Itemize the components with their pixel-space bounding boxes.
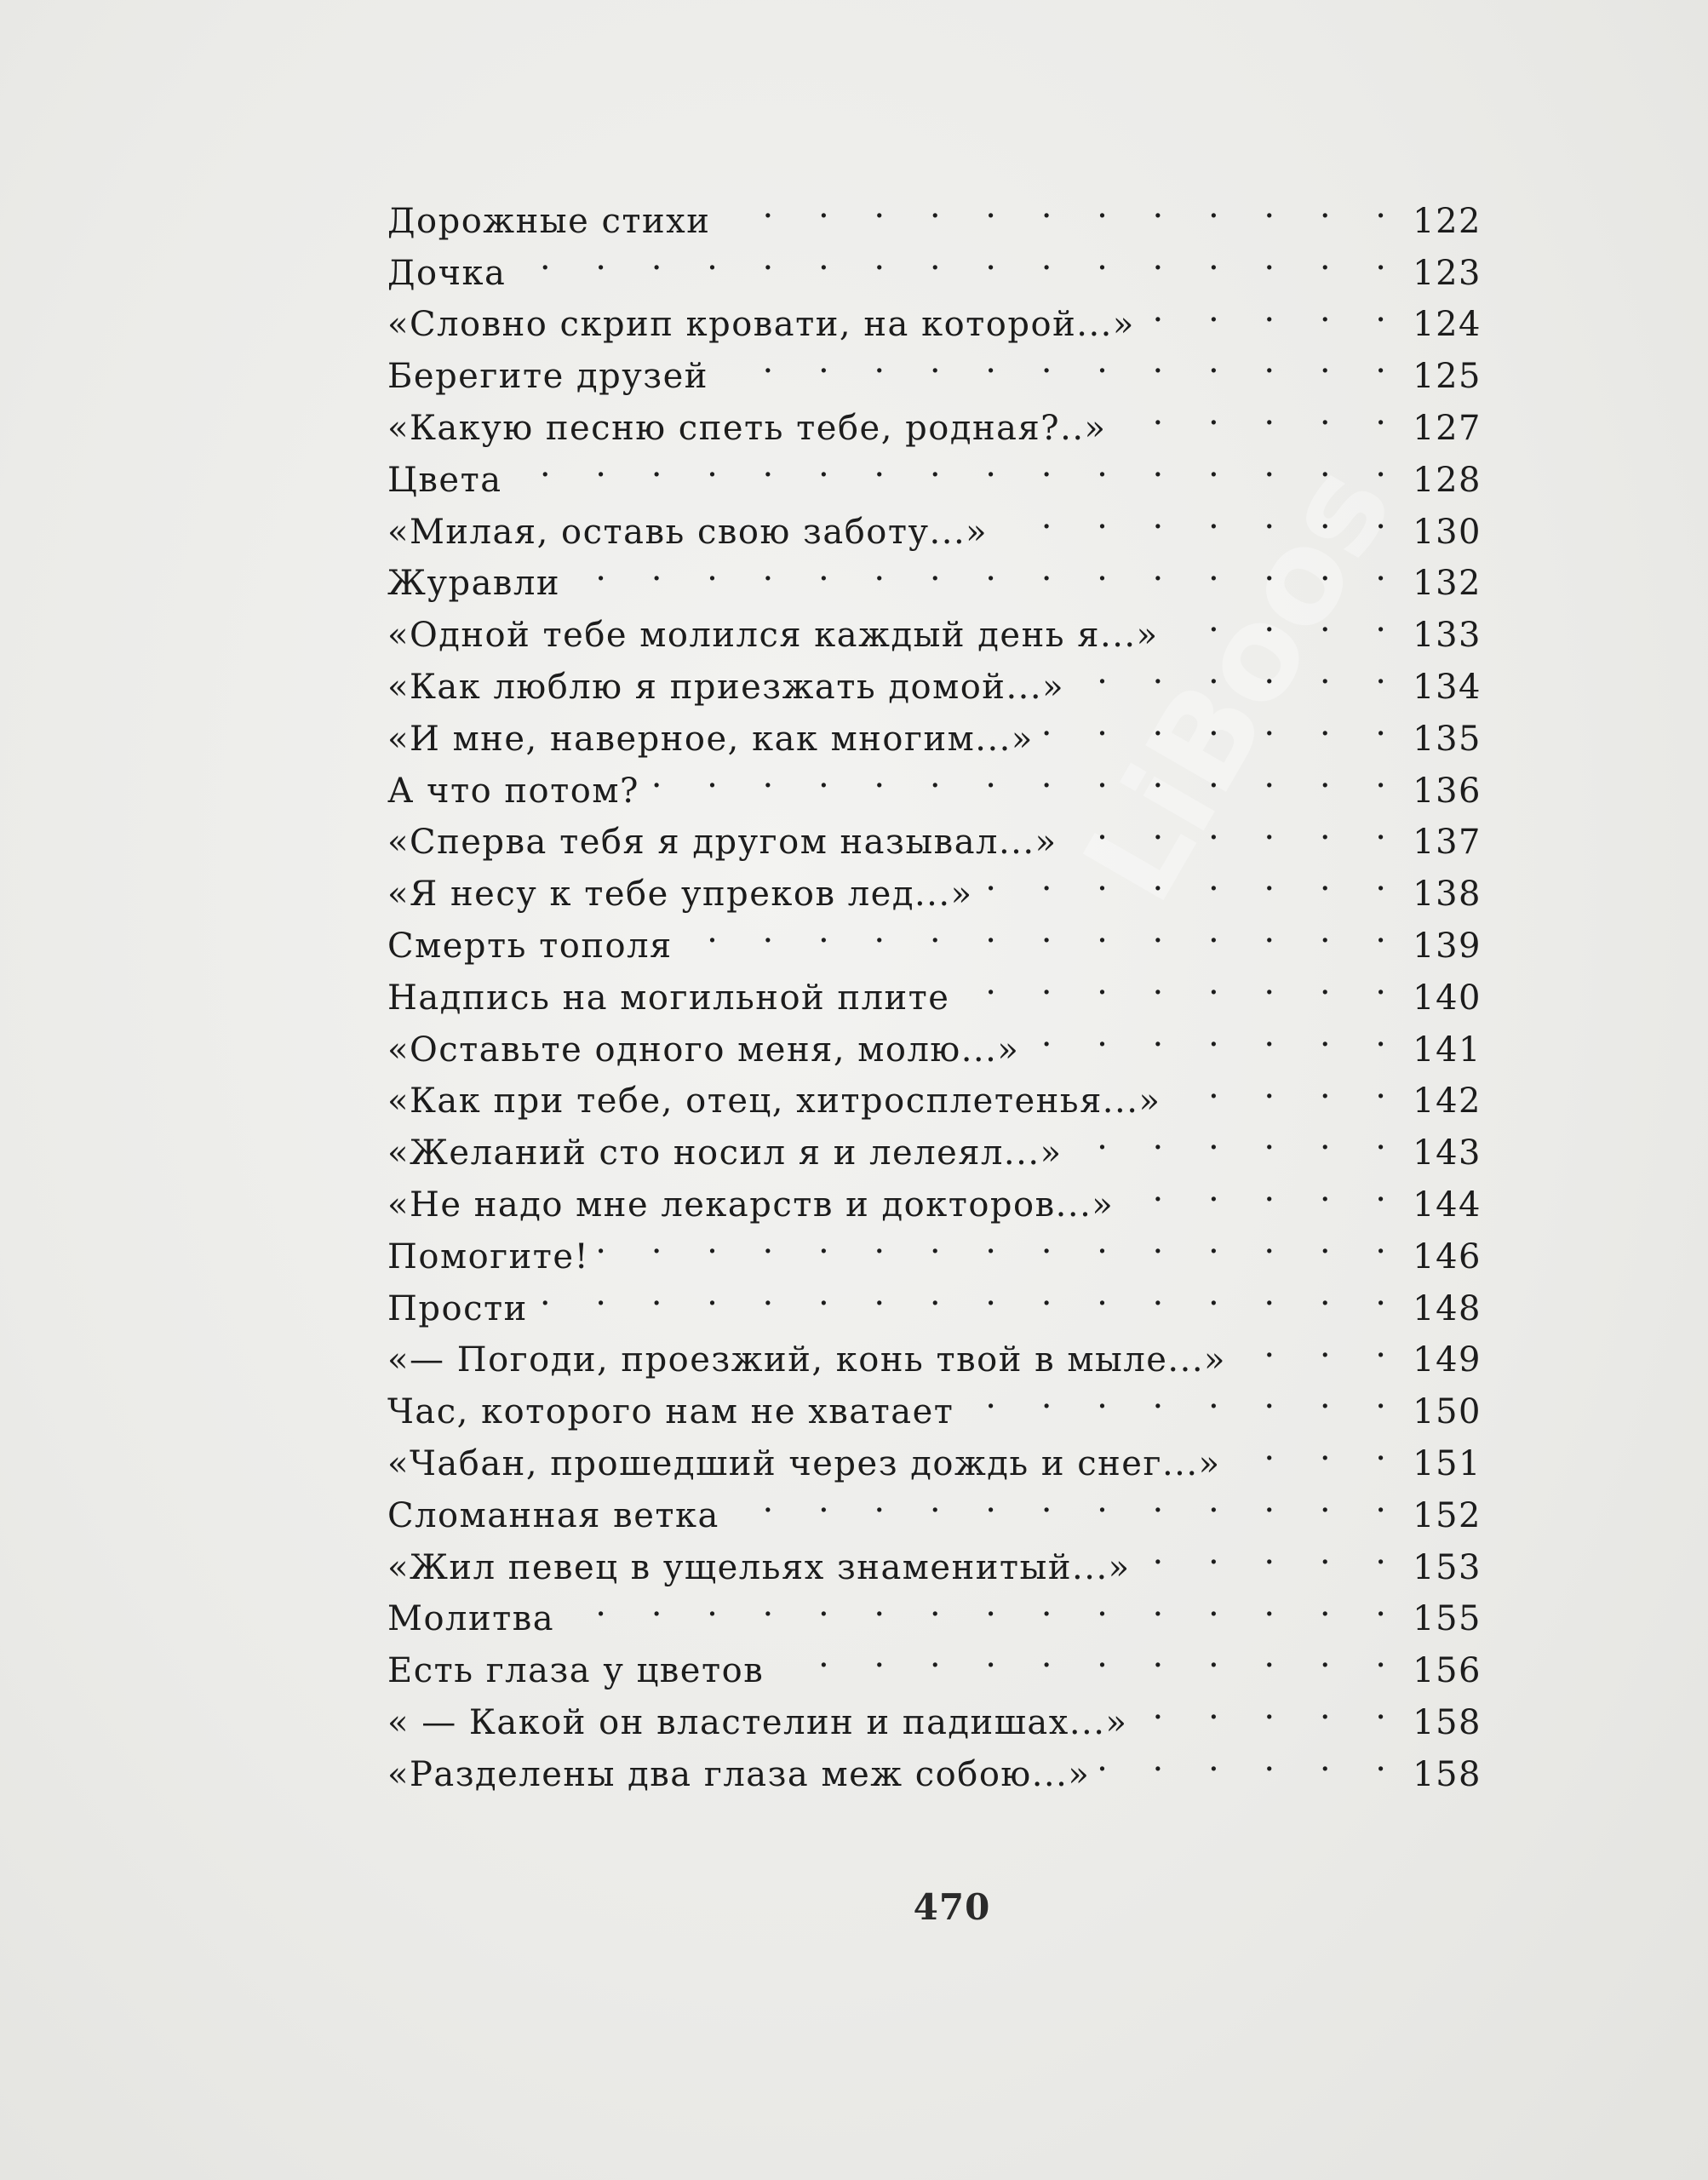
toc-entry-title: « — Какой он властелин и падишах...» — [387, 1702, 1128, 1742]
toc-entry-title: «Желаний сто носил я и лелеял...» — [387, 1133, 1063, 1173]
toc-entry-page: 158 — [1413, 1702, 1482, 1742]
toc-entry-title: Журавли — [387, 564, 561, 604]
toc-entry-title: Надпись на могильной плите — [387, 978, 950, 1018]
dot-leader — [514, 232, 1403, 284]
dot-leader — [728, 1475, 1403, 1527]
dot-leader — [717, 336, 1403, 387]
toc-entry-page: 140 — [1413, 978, 1482, 1018]
dot-leader — [536, 1268, 1403, 1320]
dot-leader — [1229, 1423, 1403, 1475]
dot-leader — [982, 853, 1403, 905]
toc-entry-title: Берегите друзей — [387, 357, 708, 397]
toc-entry-title: «Словно скрип кровати, на которой...» — [387, 305, 1135, 345]
toc-entry-page: 122 — [1413, 201, 1482, 241]
toc-entry — [387, 284, 1482, 345]
toc-entry-page: 149 — [1413, 1340, 1482, 1380]
toc-entry-title: «И мне, наверное, как многим...» — [387, 719, 1034, 759]
toc-entry-page: 134 — [1413, 667, 1482, 707]
toc-entry-page: 143 — [1413, 1133, 1482, 1173]
toc-entry — [387, 232, 1482, 293]
page-number: 470 — [913, 1886, 991, 1928]
dot-leader — [598, 1216, 1403, 1268]
dot-leader — [1139, 1527, 1403, 1579]
toc-entry-title: «Как люблю я приезжать домой...» — [387, 667, 1065, 707]
dot-leader — [1136, 1682, 1403, 1734]
toc-entry-page: 132 — [1413, 564, 1482, 604]
toc-entry-title: «Чабан, прошедший через дождь и снег...» — [387, 1443, 1221, 1483]
toc-entry-page: 150 — [1413, 1392, 1482, 1432]
toc-entry-title: «Как при тебе, отец, хитросплетенья...» — [387, 1081, 1161, 1122]
toc-entry-title: «Сперва тебя я другом называл...» — [387, 823, 1057, 863]
toc-entry-title: Молитва — [387, 1599, 555, 1639]
toc-entry-page: 155 — [1413, 1599, 1482, 1639]
toc-entry — [387, 491, 1482, 552]
dot-leader — [996, 491, 1403, 543]
toc-entry-page: 136 — [1413, 771, 1482, 811]
toc-entry-title: Есть глаза у цветов — [387, 1651, 765, 1691]
dot-leader — [1028, 1009, 1403, 1061]
dot-leader — [648, 750, 1403, 802]
dot-leader — [1122, 1164, 1403, 1216]
toc-entry-page: 144 — [1413, 1185, 1482, 1225]
toc-entry-page: 135 — [1413, 719, 1482, 759]
toc-entry-title: Помогите! — [387, 1236, 590, 1276]
toc-entry-title: «Не надо мне лекарств и докторов...» — [387, 1185, 1115, 1225]
dot-leader — [563, 1579, 1403, 1631]
dot-leader — [1169, 1061, 1403, 1113]
toc-entry-page: 151 — [1413, 1443, 1482, 1483]
dot-leader — [962, 1371, 1403, 1423]
toc-entry-title: «— Погоди, проезжий, конь твой в мыле...» — [387, 1340, 1227, 1380]
dot-leader — [1073, 646, 1403, 698]
toc-entry-page: 148 — [1413, 1288, 1482, 1328]
toc-entry-title: «Оставьте одного меня, молю...» — [387, 1030, 1020, 1070]
dot-leader — [719, 181, 1403, 232]
dot-leader — [958, 957, 1403, 1009]
toc-entry-page: 130 — [1413, 512, 1482, 552]
toc-entry-title: «Какую песню спеть тебе, родная?..» — [387, 408, 1107, 448]
toc-entry-page: 138 — [1413, 875, 1482, 915]
dot-leader — [1235, 1320, 1403, 1372]
table-of-contents — [387, 181, 1482, 1794]
toc-entry-page: 137 — [1413, 823, 1482, 863]
toc-entry-title: «Я несу к тебе упреков лед...» — [387, 875, 973, 915]
toc-entry-title: Сломанная ветка — [387, 1495, 719, 1535]
toc-entry-title: «Милая, оставь свою заботу...» — [387, 512, 989, 552]
dot-leader — [511, 439, 1403, 491]
toc-entry-page: 128 — [1413, 460, 1482, 500]
toc-entry-page: 156 — [1413, 1651, 1482, 1691]
toc-entry — [387, 1268, 1482, 1328]
dot-leader — [772, 1630, 1403, 1682]
toc-entry-title: Час, которого нам не хватает — [387, 1392, 954, 1432]
toc-entry-title: Цвета — [387, 460, 502, 500]
toc-entry-page: 146 — [1413, 1236, 1482, 1276]
toc-entry-title: «Жил певец в ущельях знаменитый...» — [387, 1547, 1131, 1587]
toc-entry-title: «Одной тебе молился каждый день я...» — [387, 616, 1159, 656]
toc-entry — [387, 1320, 1482, 1380]
watermark: LiBoos — [1056, 440, 1422, 926]
dot-leader — [1143, 284, 1403, 336]
dot-leader — [569, 543, 1403, 595]
toc-entry-page: 142 — [1413, 1081, 1482, 1122]
toc-entry-page: 124 — [1413, 305, 1482, 345]
toc-entry-page: 141 — [1413, 1030, 1482, 1070]
toc-entry-page: 153 — [1413, 1547, 1482, 1587]
toc-entry-page: 133 — [1413, 616, 1482, 656]
toc-entry-title: «Разделены два глаза меж собою...» — [387, 1754, 1091, 1794]
dot-leader — [1066, 802, 1403, 854]
dot-leader — [1098, 1734, 1403, 1786]
dot-leader — [1115, 387, 1403, 439]
toc-entry-title: Прости — [387, 1288, 528, 1328]
toc-entry-page: 123 — [1413, 253, 1482, 293]
toc-entry — [387, 439, 1482, 500]
dot-leader — [681, 905, 1403, 957]
dot-leader — [1071, 1112, 1403, 1164]
toc-entry-title: Дорожные стихи — [387, 201, 711, 241]
toc-entry-page: 139 — [1413, 926, 1482, 966]
toc-entry-page: 125 — [1413, 357, 1482, 397]
toc-entry — [387, 181, 1482, 241]
dot-leader — [1042, 698, 1403, 750]
toc-entry-page: 158 — [1413, 1754, 1482, 1794]
toc-entry-title: Смерть тополя — [387, 926, 673, 966]
toc-entry-title: Дочка — [387, 253, 507, 293]
toc-entry-page: 127 — [1413, 408, 1482, 448]
dot-leader — [1167, 594, 1403, 646]
toc-entry-page: 152 — [1413, 1495, 1482, 1535]
toc-entry-title: А что потом? — [387, 771, 639, 811]
